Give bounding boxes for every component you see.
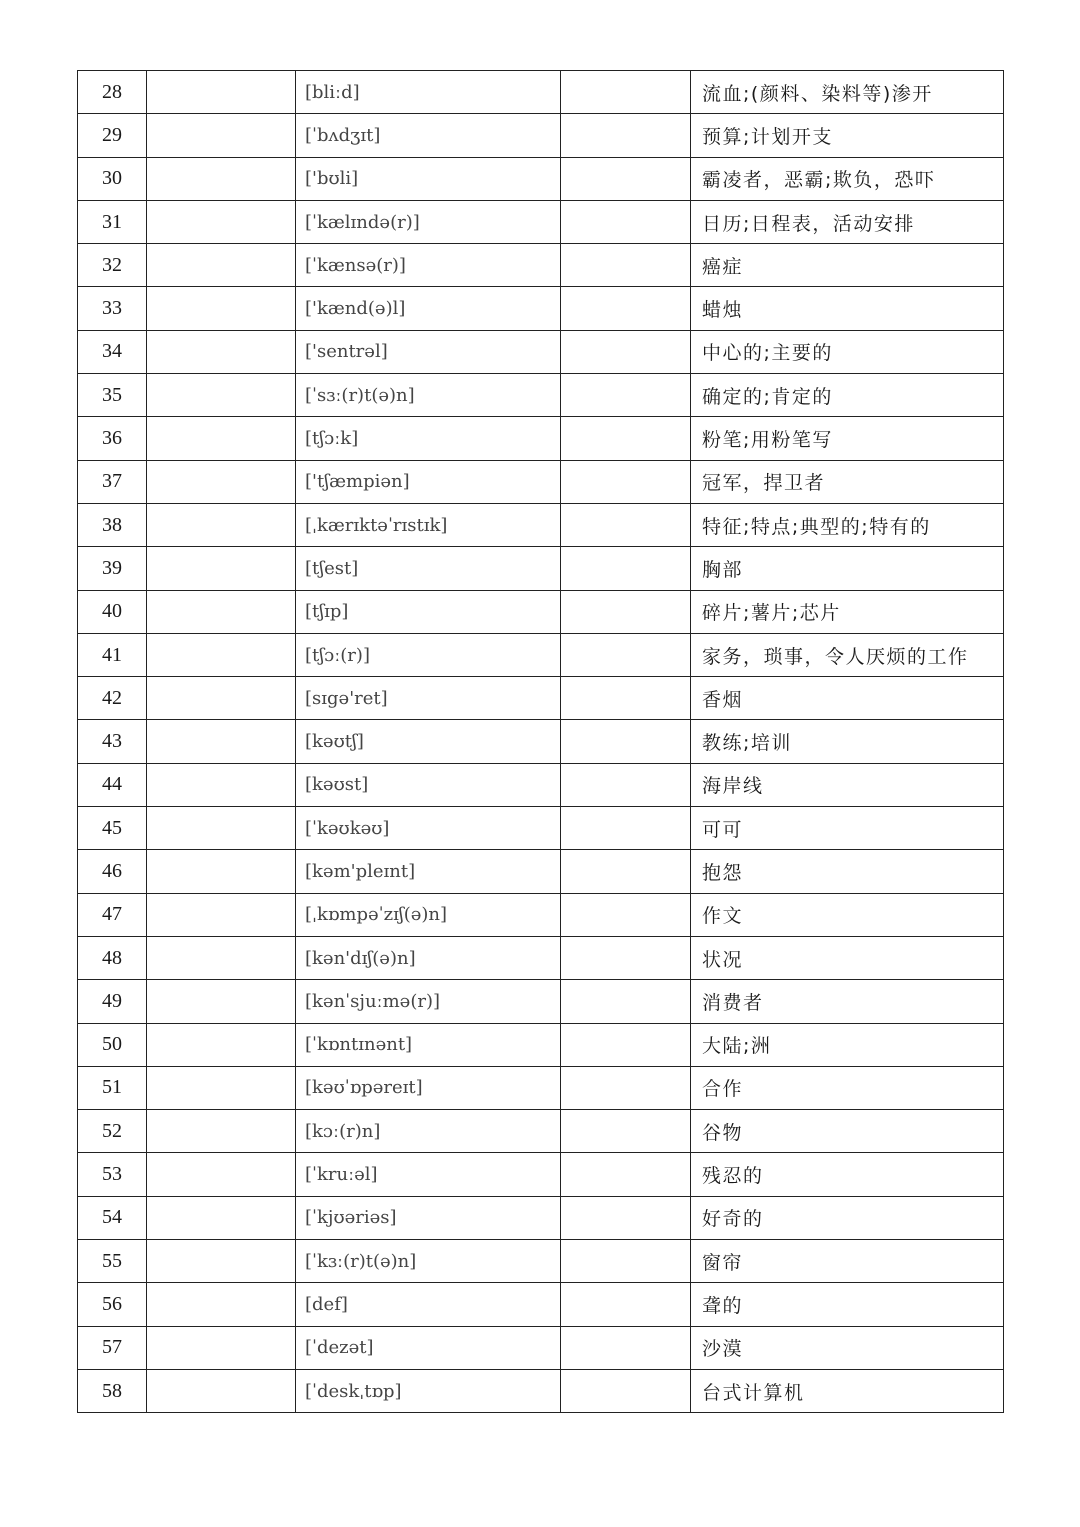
table-row [78, 763, 1004, 806]
table-row [78, 1023, 1004, 1066]
phonetic-cell: [kən'dɪʃ(ə)n] [296, 936, 561, 979]
blank-cell [561, 330, 691, 373]
blank-cell [561, 850, 691, 893]
row-number-cell: 38 [78, 503, 147, 546]
meaning-cell: 台式计算机 [691, 1369, 1004, 1412]
blank-cell [561, 287, 691, 330]
meaning-cell: 预算;计划开支 [691, 114, 1004, 157]
row-number-cell: 30 [78, 157, 147, 200]
table-row [78, 374, 1004, 417]
meaning-cell: 谷物 [691, 1110, 1004, 1153]
phonetic-cell: [sɪgə'ret] [296, 677, 561, 720]
blank-cell [561, 374, 691, 417]
blank-cell [561, 114, 691, 157]
meaning-cell: 海岸线 [691, 763, 1004, 806]
blank-cell [561, 720, 691, 763]
row-number-cell: 49 [78, 980, 147, 1023]
table-row [78, 1196, 1004, 1239]
row-number-cell: 55 [78, 1240, 147, 1283]
table-row [78, 200, 1004, 243]
vocabulary-table [77, 70, 1004, 1413]
table-row [78, 893, 1004, 936]
phonetic-cell: [ˌkɒmpəˈzɪʃ(ə)n] [296, 893, 561, 936]
word-cell-empty [147, 1023, 296, 1066]
blank-cell [561, 633, 691, 676]
word-cell-empty [147, 1283, 296, 1326]
row-number-cell: 56 [78, 1283, 147, 1326]
phonetic-cell: [tʃest] [296, 547, 561, 590]
meaning-cell: 教练;培训 [691, 720, 1004, 763]
word-cell-empty [147, 503, 296, 546]
table-row [78, 71, 1004, 114]
blank-cell [561, 590, 691, 633]
table-row [78, 1283, 1004, 1326]
word-cell-empty [147, 460, 296, 503]
word-cell-empty [147, 1153, 296, 1196]
table-row [78, 1240, 1004, 1283]
phonetic-cell: [ˈkɜː(r)t(ə)n] [296, 1240, 561, 1283]
word-cell-empty [147, 763, 296, 806]
word-cell-empty [147, 200, 296, 243]
meaning-cell: 作文 [691, 893, 1004, 936]
blank-cell [561, 1196, 691, 1239]
phonetic-cell: ['bʊli] [296, 157, 561, 200]
meaning-cell: 残忍的 [691, 1153, 1004, 1196]
phonetic-cell: [ˈkælɪndə(r)] [296, 200, 561, 243]
phonetic-cell: [ˈkɒntɪnənt] [296, 1023, 561, 1066]
table-row [78, 114, 1004, 157]
word-cell-empty [147, 71, 296, 114]
row-number-cell: 43 [78, 720, 147, 763]
table-row [78, 590, 1004, 633]
blank-cell [561, 200, 691, 243]
meaning-cell: 霸凌者，恶霸;欺负，恐吓 [691, 157, 1004, 200]
row-number-cell: 41 [78, 633, 147, 676]
table-row [78, 287, 1004, 330]
word-cell-empty [147, 287, 296, 330]
row-number-cell: 34 [78, 330, 147, 373]
table-row [78, 807, 1004, 850]
phonetic-cell: [ˈkjʊəriəs] [296, 1196, 561, 1239]
word-cell-empty [147, 1240, 296, 1283]
row-number-cell: 51 [78, 1066, 147, 1109]
meaning-cell: 中心的;主要的 [691, 330, 1004, 373]
row-number-cell: 40 [78, 590, 147, 633]
meaning-cell: 好奇的 [691, 1196, 1004, 1239]
row-number-cell: 36 [78, 417, 147, 460]
word-cell-empty [147, 590, 296, 633]
word-cell-empty [147, 374, 296, 417]
table-row [78, 157, 1004, 200]
blank-cell [561, 807, 691, 850]
word-cell-empty [147, 330, 296, 373]
word-cell-empty [147, 547, 296, 590]
word-cell-empty [147, 417, 296, 460]
word-cell-empty [147, 850, 296, 893]
row-number-cell: 33 [78, 287, 147, 330]
phonetic-cell: [ˌkærɪktəˈrɪstɪk] [296, 503, 561, 546]
table-row [78, 936, 1004, 979]
blank-cell [561, 71, 691, 114]
word-cell-empty [147, 720, 296, 763]
phonetic-cell: [kəʊst] [296, 763, 561, 806]
meaning-cell: 确定的;肯定的 [691, 374, 1004, 417]
meaning-cell: 抱怨 [691, 850, 1004, 893]
phonetic-cell: [tʃɪp] [296, 590, 561, 633]
vocabulary-table-body [78, 71, 1004, 1413]
row-number-cell: 28 [78, 71, 147, 114]
phonetic-cell: [ˈkruːəl] [296, 1153, 561, 1196]
word-cell-empty [147, 936, 296, 979]
meaning-cell: 冠军，捍卫者 [691, 460, 1004, 503]
meaning-cell: 消费者 [691, 980, 1004, 1023]
word-cell-empty [147, 807, 296, 850]
meaning-cell: 沙漠 [691, 1326, 1004, 1369]
row-number-cell: 35 [78, 374, 147, 417]
phonetic-cell: [tʃɔːk] [296, 417, 561, 460]
word-cell-empty [147, 1326, 296, 1369]
table-row [78, 417, 1004, 460]
blank-cell [561, 763, 691, 806]
blank-cell [561, 936, 691, 979]
table-row [78, 330, 1004, 373]
phonetic-cell: [kəʊˈɒpəreɪt] [296, 1066, 561, 1109]
row-number-cell: 39 [78, 547, 147, 590]
meaning-cell: 大陆;洲 [691, 1023, 1004, 1066]
row-number-cell: 58 [78, 1369, 147, 1412]
blank-cell [561, 893, 691, 936]
word-cell-empty [147, 980, 296, 1023]
meaning-cell: 香烟 [691, 677, 1004, 720]
table-row [78, 633, 1004, 676]
phonetic-cell: [kɔː(r)n] [296, 1110, 561, 1153]
phonetic-cell: [tʃɔː(r)] [296, 633, 561, 676]
blank-cell [561, 1326, 691, 1369]
meaning-cell: 胸部 [691, 547, 1004, 590]
row-number-cell: 48 [78, 936, 147, 979]
word-cell-empty [147, 1110, 296, 1153]
phonetic-cell: [ˈdezət] [296, 1326, 561, 1369]
phonetic-cell: [def] [296, 1283, 561, 1326]
meaning-cell: 流血;(颜料、染料等)渗开 [691, 71, 1004, 114]
row-number-cell: 53 [78, 1153, 147, 1196]
row-number-cell: 31 [78, 200, 147, 243]
phonetic-cell: [kəʊtʃ] [296, 720, 561, 763]
meaning-cell: 家务，琐事，令人厌烦的工作 [691, 633, 1004, 676]
blank-cell [561, 1023, 691, 1066]
blank-cell [561, 460, 691, 503]
row-number-cell: 32 [78, 244, 147, 287]
table-row [78, 980, 1004, 1023]
phonetic-cell: ['sentrəl] [296, 330, 561, 373]
row-number-cell: 52 [78, 1110, 147, 1153]
meaning-cell: 聋的 [691, 1283, 1004, 1326]
word-cell-empty [147, 893, 296, 936]
word-cell-empty [147, 114, 296, 157]
blank-cell [561, 1153, 691, 1196]
meaning-cell: 癌症 [691, 244, 1004, 287]
blank-cell [561, 677, 691, 720]
blank-cell [561, 1369, 691, 1412]
word-cell-empty [147, 157, 296, 200]
phonetic-cell: [ˈkænsə(r)] [296, 244, 561, 287]
word-cell-empty [147, 677, 296, 720]
word-cell-empty [147, 1066, 296, 1109]
meaning-cell: 碎片;薯片;芯片 [691, 590, 1004, 633]
row-number-cell: 45 [78, 807, 147, 850]
phonetic-cell: [kəm'pleɪnt] [296, 850, 561, 893]
phonetic-cell: [ˈdeskˌtɒp] [296, 1369, 561, 1412]
table-row [78, 1326, 1004, 1369]
row-number-cell: 57 [78, 1326, 147, 1369]
meaning-cell: 窗帘 [691, 1240, 1004, 1283]
row-number-cell: 46 [78, 850, 147, 893]
blank-cell [561, 980, 691, 1023]
word-cell-empty [147, 1369, 296, 1412]
row-number-cell: 37 [78, 460, 147, 503]
meaning-cell: 特征;特点;典型的;特有的 [691, 503, 1004, 546]
phonetic-cell: ['tʃæmpiən] [296, 460, 561, 503]
table-row [78, 1369, 1004, 1412]
meaning-cell: 蜡烛 [691, 287, 1004, 330]
blank-cell [561, 503, 691, 546]
blank-cell [561, 1066, 691, 1109]
meaning-cell: 状况 [691, 936, 1004, 979]
table-row [78, 850, 1004, 893]
table-row [78, 460, 1004, 503]
word-cell-empty [147, 1196, 296, 1239]
row-number-cell: 44 [78, 763, 147, 806]
blank-cell [561, 417, 691, 460]
phonetic-cell: [ˈsɜː(r)t(ə)n] [296, 374, 561, 417]
blank-cell [561, 157, 691, 200]
phonetic-cell: [kənˈsjuːmə(r)] [296, 980, 561, 1023]
phonetic-cell: ['kænd(ə)l] [296, 287, 561, 330]
blank-cell [561, 1283, 691, 1326]
meaning-cell: 合作 [691, 1066, 1004, 1109]
table-row [78, 547, 1004, 590]
phonetic-cell: [ˈbʌdʒɪt] [296, 114, 561, 157]
row-number-cell: 50 [78, 1023, 147, 1066]
blank-cell [561, 244, 691, 287]
table-row [78, 1066, 1004, 1109]
row-number-cell: 29 [78, 114, 147, 157]
table-row [78, 720, 1004, 763]
table-row [78, 1110, 1004, 1153]
row-number-cell: 42 [78, 677, 147, 720]
phonetic-cell: [bliːd] [296, 71, 561, 114]
phonetic-cell: [ˈkəʊkəʊ] [296, 807, 561, 850]
table-row [78, 244, 1004, 287]
meaning-cell: 日历;日程表，活动安排 [691, 200, 1004, 243]
word-cell-empty [147, 633, 296, 676]
row-number-cell: 47 [78, 893, 147, 936]
meaning-cell: 粉笔;用粉笔写 [691, 417, 1004, 460]
table-row [78, 503, 1004, 546]
table-row [78, 677, 1004, 720]
meaning-cell: 可可 [691, 807, 1004, 850]
blank-cell [561, 547, 691, 590]
table-row [78, 1153, 1004, 1196]
blank-cell [561, 1240, 691, 1283]
row-number-cell: 54 [78, 1196, 147, 1239]
blank-cell [561, 1110, 691, 1153]
word-cell-empty [147, 244, 296, 287]
